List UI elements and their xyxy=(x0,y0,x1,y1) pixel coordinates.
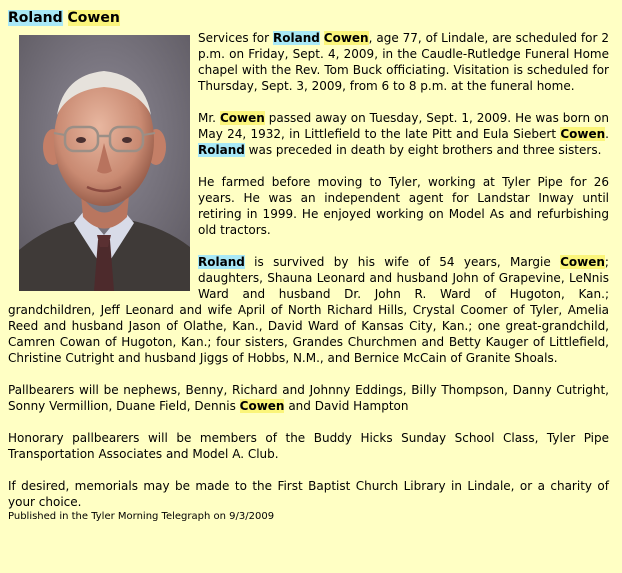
paragraph-passing: Mr. Cowen passed away on Tuesday, Sept. 1, 2009. He was born on May 24, 1932, in Littlefield to the late Pitt and Eula Siebert Cowen. Roland was preceded in death by eight brothers and three sisters. xyxy=(198,111,609,157)
paragraph-honorary: Honorary pallbearers will be members of the Buddy Hicks Sunday School Class, Tyler Pipe Transportation Associates and Model A. Club. xyxy=(8,431,609,461)
title-last-name: Cowen xyxy=(67,10,120,26)
name-highlight: Cowen xyxy=(560,255,605,269)
obituary-text xyxy=(8,30,609,523)
name-highlight: Roland xyxy=(273,31,320,45)
name-highlight: Cowen xyxy=(239,399,285,413)
name-highlight: Roland xyxy=(198,143,245,157)
name-highlight: Cowen xyxy=(560,127,606,141)
paragraph-memorials: If desired, memorials may be made to the First Baptist Church Library in Lindale, or a charity of your choice. xyxy=(8,479,609,509)
photo-float-spacer xyxy=(8,30,198,294)
title-first-name: Roland xyxy=(8,10,63,26)
name-highlight: Cowen xyxy=(219,111,265,125)
name-highlight: Cowen xyxy=(323,31,369,45)
paragraph-pallbearers: Pallbearers will be nephews, Benny, Richard and Johnny Eddings, Billy Thompson, Danny Cutright, Sonny Vermillion, Duane Field, Dennis Cowen and David Hampton xyxy=(8,383,609,413)
paragraph-survivors: Roland is survived by his wife of 54 years, Margie Cowen; daughters, Shauna Leonard and husband John of Grapevine, LeNnis Ward and husband Dr. John R. Ward of Hugoton, Kan.; grandchildren, Jeff Leonard and wife April of North Richard Hills, Crystal Coomer of Tyler, Amelia Reed and husband Jason of Olathe, Kan., David Ward of Kansas City, Kan.; one great-grandchild, Camren Cowan of Hugoton, Kan.; four sisters, Grandes Churchmen and Betty Kauger of Littlefield, Christine Cutright and husband Jiggs of Hobbs, N.M., and Bernice McCain of Granite Shoals. xyxy=(8,255,609,365)
paragraph-services: Services for Roland Cowen, age 77, of Lindale, are scheduled for 2 p.m. on Friday, Sept. 4, 2009, in the Caudle-Rutledge Funeral Home chapel with the Rev. Tom Buck officiating. Visitation is scheduled for Thursday, Sept. 3, 2009, from 6 to 8 p.m. at the funeral home. xyxy=(198,31,609,93)
name-highlight: Roland xyxy=(198,255,245,269)
page-title xyxy=(8,9,120,27)
paragraph-career: He farmed before moving to Tyler, working at Tyler Pipe for 26 years. He was an independent agent for Landstar Inway until retiring in 1999. He enjoyed working on Model As and refurbishing old tractors. xyxy=(198,175,609,237)
published-note: Published in the Tyler Morning Telegraph on 9/3/2009 xyxy=(8,511,275,522)
